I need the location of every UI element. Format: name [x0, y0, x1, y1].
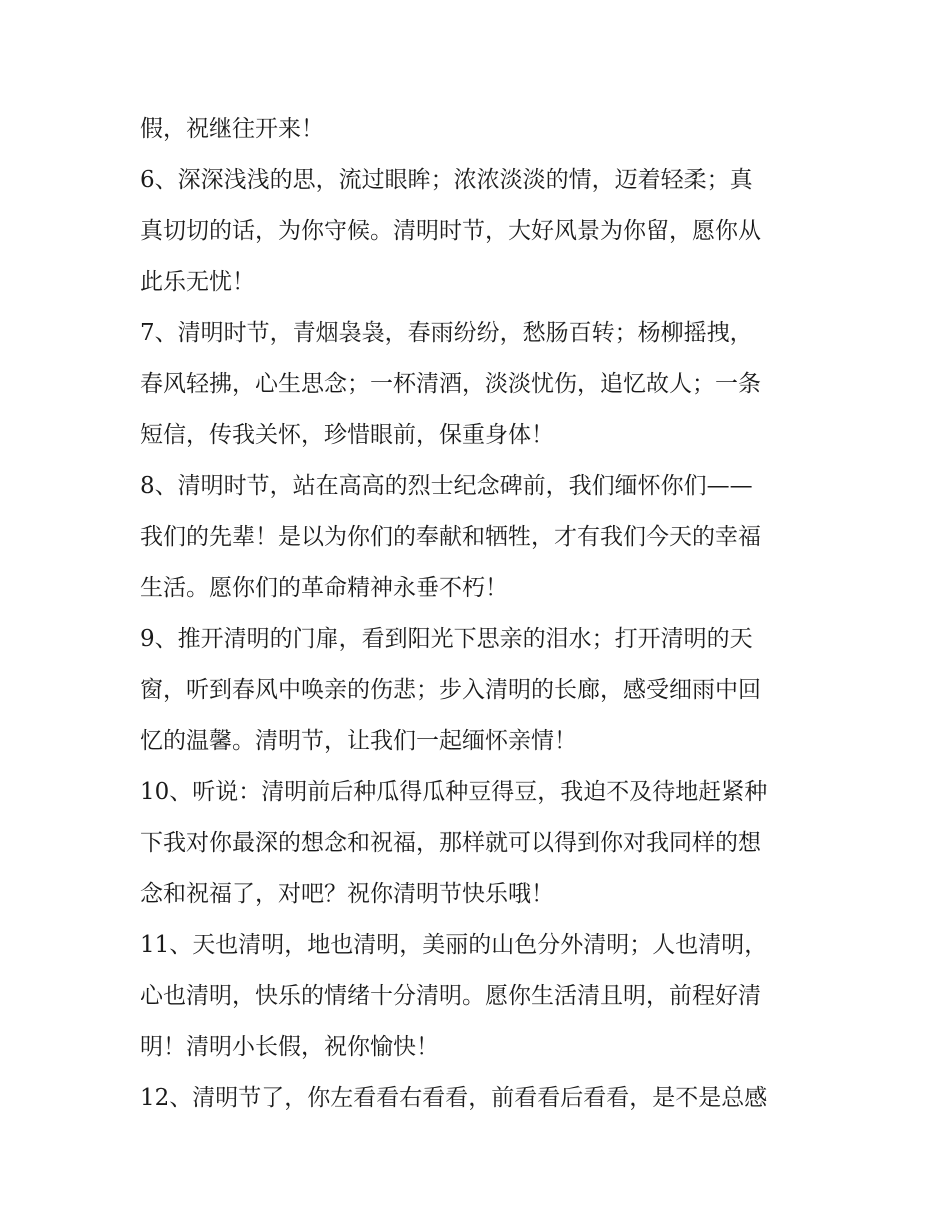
text-line: 窗，听到春风中唤亲的伤悲；步入清明的长廊，感受细雨中回: [140, 677, 761, 703]
text-line: 6、深深浅浅的思，流过眼眸；浓浓淡淡的情，迈着轻柔；真: [140, 167, 753, 193]
text-line: 心也清明，快乐的情绪十分清明。愿你生活清且明，前程好清: [140, 983, 761, 1009]
text-line: 真切切的话，为你守候。清明时节，大好风景为你留，愿你从: [140, 218, 761, 244]
text-line: 10、听说：清明前后种瓜得瓜种豆得豆，我迫不及待地赶紧种: [140, 779, 768, 805]
text-line: 11、天也清明，地也清明，美丽的山色分外清明；人也清明，: [140, 932, 768, 958]
text-line: 7、清明时节，青烟袅袅，春雨纷纷，愁肠百转；杨柳摇拽，: [140, 320, 753, 346]
text-line: 念和祝福了，对吧？祝你清明节快乐哦！: [140, 881, 554, 907]
text-line: 春风轻拂，心生思念；一杯清酒，淡淡忧伤，追忆故人；一条: [140, 371, 761, 397]
text-line: 8、清明时节，站在高高的烈士纪念碑前，我们缅怀你们——: [140, 473, 753, 499]
text-line: 生活。愿你们的革命精神永垂不朽！: [140, 575, 508, 601]
text-line: 9、推开清明的门扉，看到阳光下思亲的泪水；打开清明的天: [140, 626, 753, 652]
text-line: 假，祝继往开来！: [140, 116, 324, 142]
text-line: 12、清明节了，你左看看右看看，前看看后看看，是不是总感: [140, 1085, 768, 1111]
text-line: 短信，传我关怀，珍惜眼前，保重身体！: [140, 422, 554, 448]
document-body: [140, 104, 812, 1124]
text-line: 忆的温馨。清明节，让我们一起缅怀亲情！: [140, 728, 577, 754]
text-line: 下我对你最深的想念和祝福，那样就可以得到你对我同样的想: [140, 830, 761, 856]
text-line: 此乐无忧！: [140, 269, 255, 295]
text-line: 明！清明小长假，祝你愉快！: [140, 1034, 439, 1060]
text-line: 我们的先辈！是以为你们的奉献和牺牲，才有我们今天的幸福: [140, 524, 761, 550]
